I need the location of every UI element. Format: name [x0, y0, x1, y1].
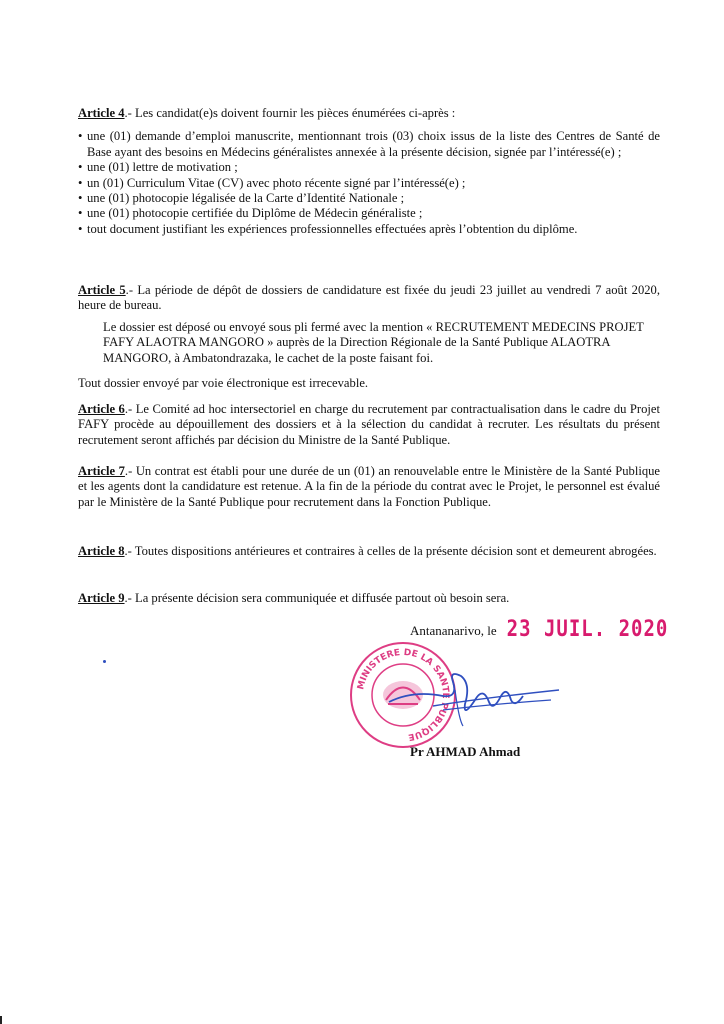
- date-line: [410, 618, 668, 640]
- article-8: [78, 544, 660, 559]
- place-label: Antananarivo, le: [410, 623, 497, 638]
- article-5-indented: Le dossier est déposé ou envoyé sous pli fermé avec la mention « RECRUTEMENT MEDECINS PROJET FAFY ALAOTRA MANGORO » auprès de la Direction Régionale de la Santé Publique ALAOTRA MANGORO, à Ambatondrazaka, le cachet de la poste faisant foi.: [103, 320, 644, 365]
- date-stamp: 23 JUIL. 2020: [506, 616, 669, 642]
- list-item: • une (01) lettre de motivation ;: [78, 160, 660, 175]
- article-4-intro-line: [78, 106, 660, 121]
- stamp-text: MINISTERE DE LA SANTE PUBLIQUE: [356, 647, 451, 742]
- list-item: • une (01) photocopie légalisée de la Carte d’Identité Nationale ;: [78, 191, 660, 206]
- article-9-text: .- La présente décision sera communiquée et diffusée partout où besoin sera.: [124, 591, 510, 605]
- list-item: • un (01) Curriculum Vitae (CV) avec photo récente signé par l’intéressé(e) ;: [78, 176, 660, 191]
- article-4-list: [78, 129, 660, 237]
- article-5-label: Article 5: [78, 283, 126, 297]
- signature-icon: [383, 660, 563, 730]
- article-6-text: .- Le Comité ad hoc intersectoriel en charge du recrutement par contractualisation dans le cadre du Projet FAFY procède au dépouillement des dossiers et à la sélection du candidat à recruter. Les résultats du présent recrutement seront affichés par décision du Ministre de la Santé Publique.: [78, 402, 660, 447]
- article-4: [78, 106, 660, 237]
- article-9: [78, 591, 660, 606]
- article-7: [78, 464, 660, 510]
- article-5-text: .- La période de dépôt de dossiers de candidature est fixée du jeudi 23 juillet au vendredi 7 août 2020, heure de bureau.: [78, 283, 660, 313]
- article-5-note: Tout dossier envoyé par voie électronique est irrecevable.: [78, 376, 369, 390]
- article-6: [78, 402, 660, 448]
- ink-dot: [103, 660, 106, 663]
- list-item: • tout document justifiant les expériences professionnelles effectuées après l’obtention du diplôme.: [78, 222, 660, 237]
- signatory-name: Pr AHMAD Ahmad: [410, 744, 521, 759]
- article-4-label: Article 4: [78, 106, 125, 120]
- article-4-intro: .- Les candidat(e)s doivent fournir les pièces énumérées ci-après :: [124, 106, 456, 120]
- article-8-label: Article 8: [78, 544, 125, 558]
- scan-edge-mark: [0, 1016, 2, 1024]
- article-7-label: Article 7: [78, 464, 125, 478]
- list-item: • une (01) photocopie certifiée du Diplôme de Médecin généraliste ;: [78, 206, 660, 221]
- list-item: • une (01) demande d’emploi manuscrite, mentionnant trois (03) choix issus de la liste des Centres de Santé de Base ayant des besoins en Médecins généralistes annexée à la présente décision, signée par l’intéressé(e) ;: [78, 129, 660, 160]
- article-6-label: Article 6: [78, 402, 125, 416]
- article-9-label: Article 9: [78, 591, 125, 605]
- article-7-text: .- Un contrat est établi pour une durée de un (01) an renouvelable entre le Ministère de la Santé Publique et les agents dont la candidature est retenue. A la fin de la période du contrat avec le Projet, le personnel est évalué par le Ministère de la Santé Publique pour recrutement dans la Fonction Publique.: [78, 464, 660, 509]
- article-8-text: .- Toutes dispositions antérieures et contraires à celles de la présente décision sont et demeurent abrogées.: [124, 544, 657, 558]
- article-5: [78, 283, 660, 314]
